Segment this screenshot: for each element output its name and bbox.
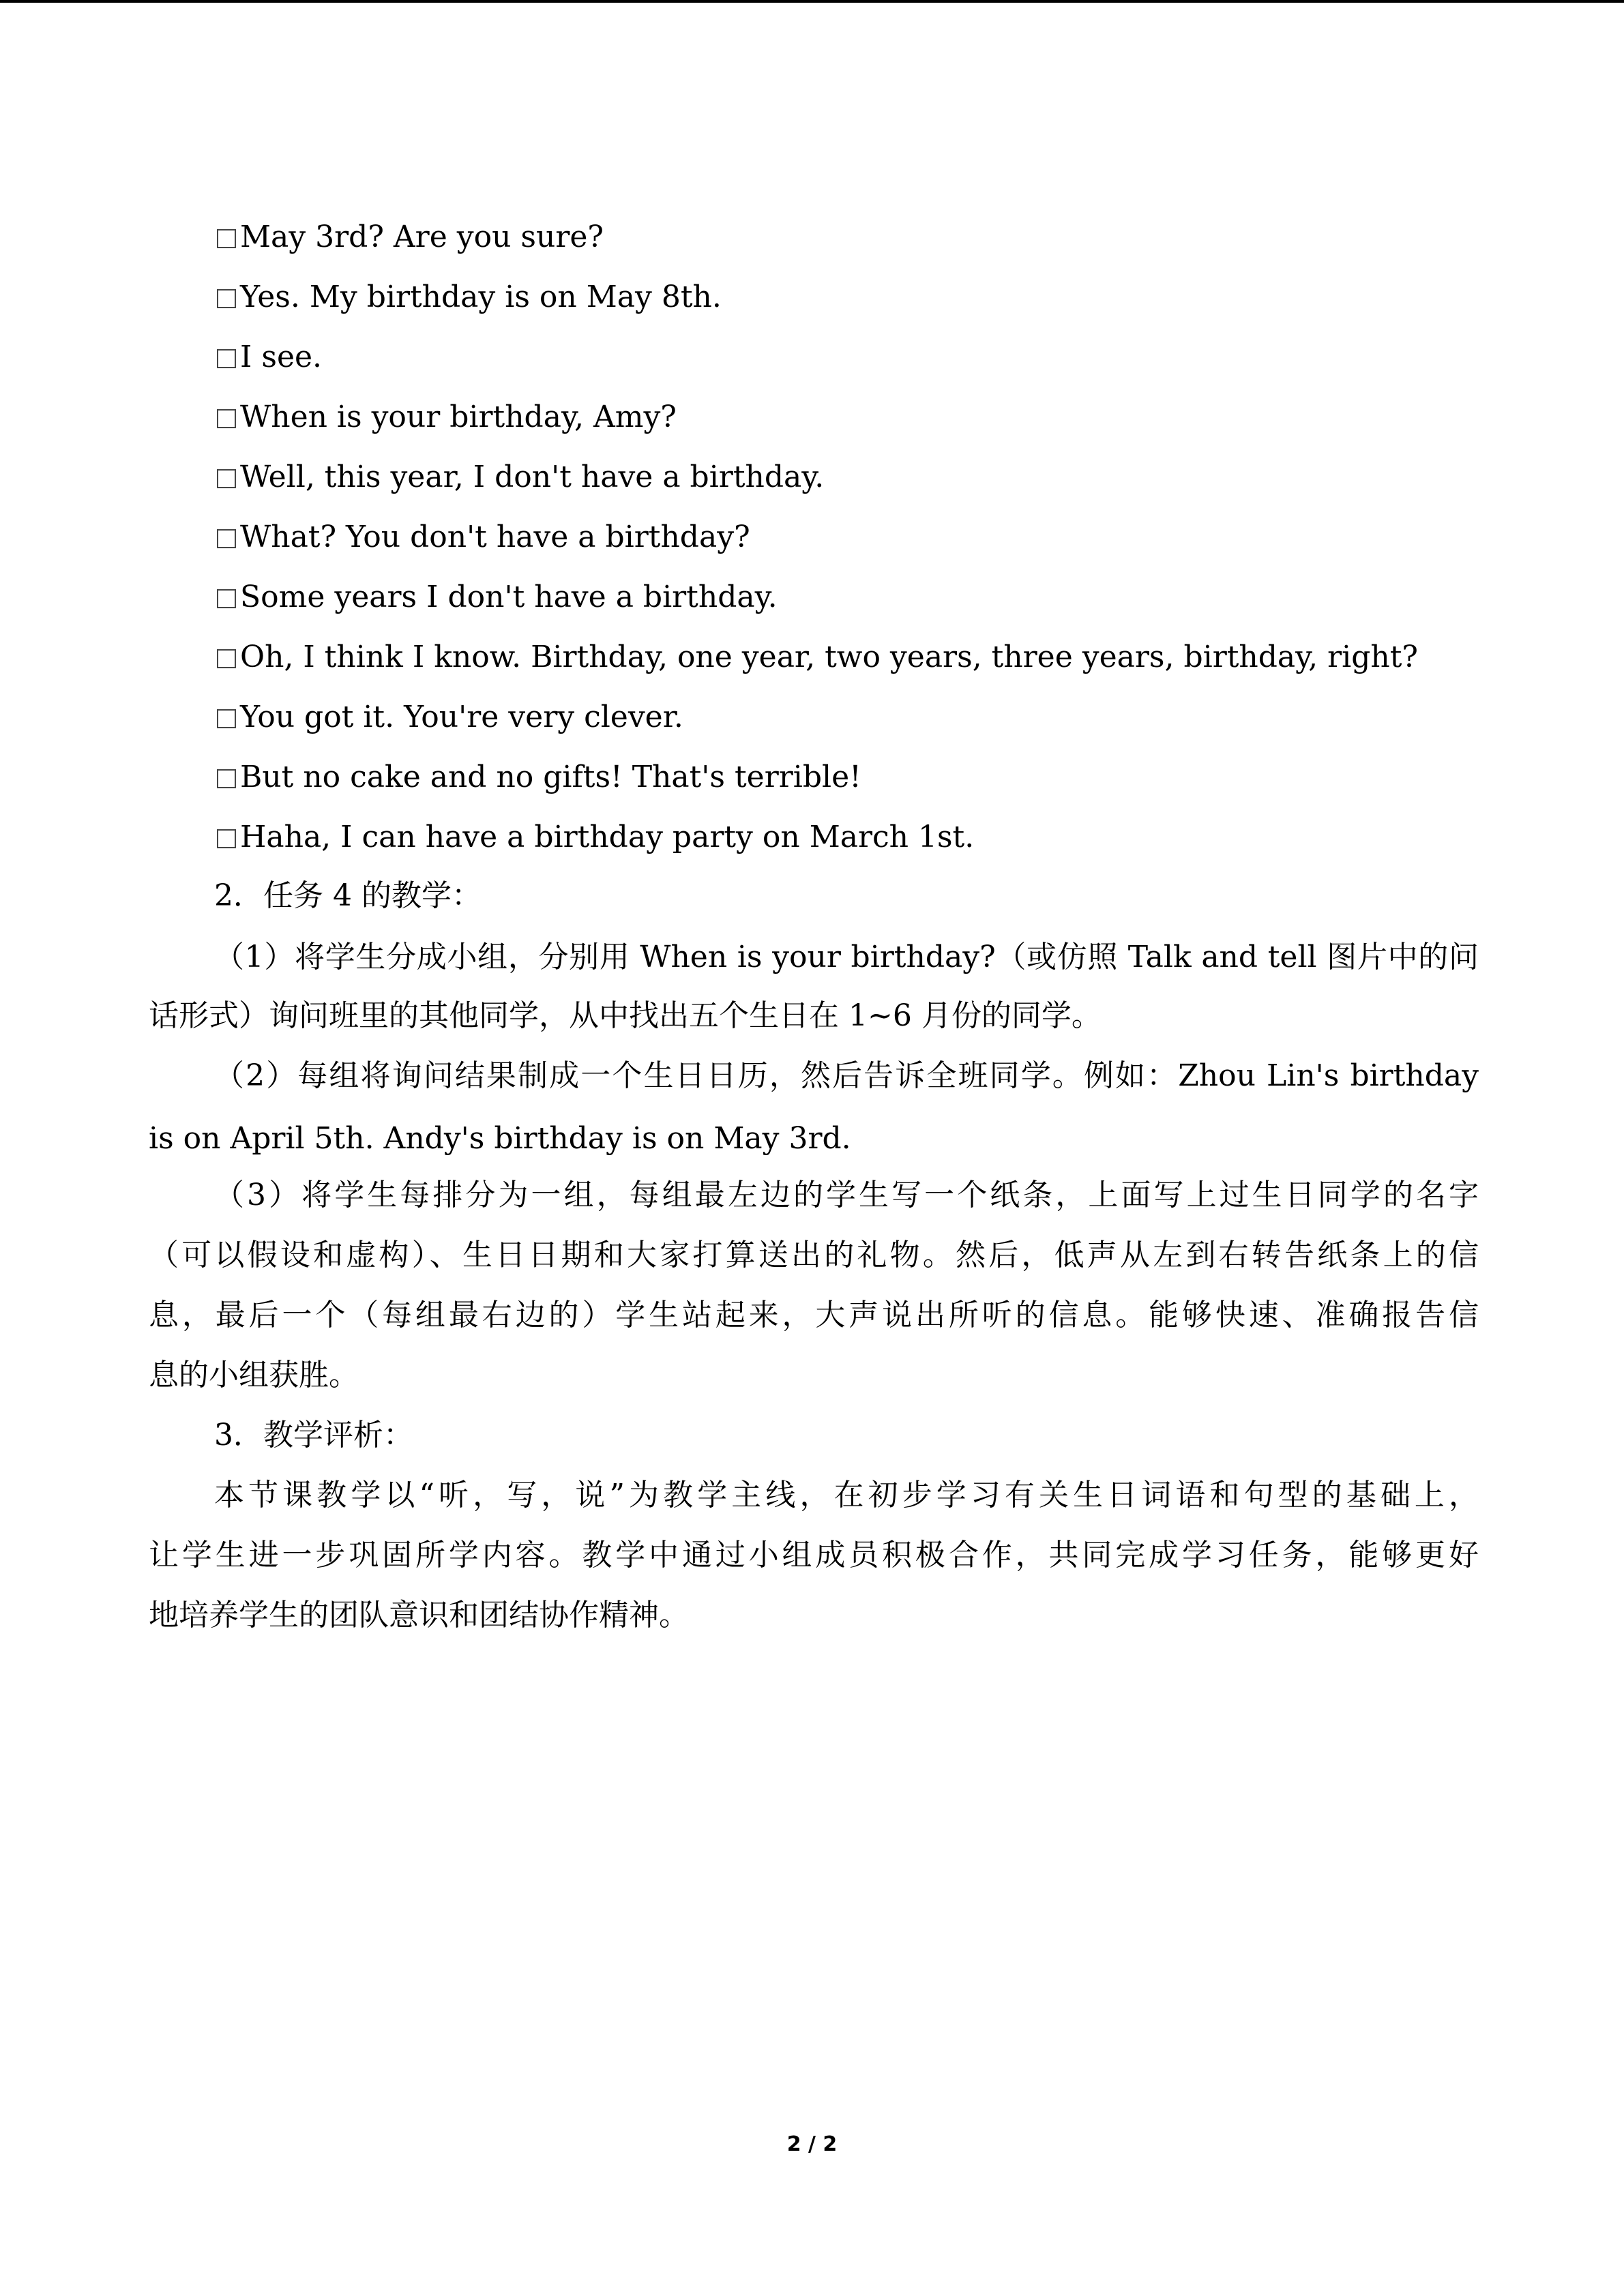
- checkbox-icon: [217, 709, 236, 728]
- dialogue-text: What? You don't have a birthday?: [240, 520, 750, 554]
- checkbox-icon: [217, 349, 236, 368]
- task4-item1-line2: 话形式）询问班里的其他同学，从中找出五个生日在 1~6 月份的同学。: [149, 998, 1102, 1033]
- dialogue-text: You got it. You're very clever.: [240, 700, 683, 734]
- analysis-line1: 本节课教学以“听，写，说”为教学主线，在初步学习有关生日词语和句型的基础上，: [214, 1478, 1479, 1512]
- task4-item3-line4: 息的小组获胜。: [149, 1358, 359, 1392]
- dialogue-text: Haha, I can have a birthday party on March 1st.: [240, 820, 975, 854]
- dialogue-text: May 3rd? Are you sure?: [240, 220, 604, 254]
- dialogue-text: When is your birthday, Amy?: [240, 400, 677, 434]
- dialogue-line: [217, 277, 722, 318]
- analysis-line2: 让学生进一步巩固所学内容。教学中通过小组成员积极合作，共同完成学习任务，能够更好: [149, 1538, 1479, 1572]
- checkbox-icon: [217, 289, 236, 308]
- checkbox-icon: [217, 589, 236, 608]
- dialogue-text: Well, this year, I don't have a birthday.: [240, 460, 825, 494]
- top-border-line: [0, 0, 1624, 3]
- dialogue-line: [217, 697, 683, 738]
- section-heading-task4: 2．任务 4 的教学：: [214, 878, 482, 913]
- checkbox-icon: [217, 769, 236, 788]
- dialogue-text: I see.: [240, 340, 323, 374]
- checkbox-icon: [217, 409, 236, 428]
- task4-item2-line2: is on April 5th. Andy's birthday is on May 3rd.: [149, 1121, 851, 1156]
- checkbox-icon: [217, 649, 236, 668]
- task4-item3-line3: 息，最后一个（每组最右边的）学生站起来，大声说出所听的信息。能够快速、准确报告信: [149, 1298, 1479, 1332]
- page-number: 2 / 2: [786, 2132, 838, 2156]
- dialogue-text: Some years I don't have a birthday.: [240, 580, 778, 614]
- dialogue-line: [217, 517, 750, 558]
- task4-item2-line1: （2）每组将询问结果制成一个生日日历，然后告诉全班同学。例如：Zhou Lin's birthday: [214, 1058, 1479, 1093]
- dialogue-line: [217, 337, 322, 378]
- task4-item1-line1: （1）将学生分成小组，分别用 When is your birthday?（或仿照 Talk and tell 图片中的问: [214, 940, 1479, 974]
- dialogue-text: Yes. My birthday is on May 8th.: [240, 280, 722, 314]
- dialogue-text: Oh, I think I know. Birthday, one year, two years, three years, birthday, right?: [240, 640, 1419, 674]
- dialogue-text: But no cake and no gifts! That's terrible!: [240, 760, 861, 794]
- checkbox-icon: [217, 829, 236, 848]
- dialogue-line: [217, 577, 778, 618]
- dialogue-line: [217, 757, 861, 798]
- checkbox-icon: [217, 229, 236, 248]
- section-heading-analysis: 3．教学评析：: [214, 1418, 413, 1452]
- checkbox-icon: [217, 469, 236, 488]
- checkbox-icon: [217, 529, 236, 548]
- dialogue-line: [217, 817, 974, 858]
- dialogue-line: [217, 217, 604, 258]
- task4-item3-line2: （可以假设和虚构）、生日日期和大家打算送出的礼物。然后，低声从左到右转告纸条上的信: [149, 1238, 1479, 1272]
- analysis-line3: 地培养学生的团队意识和团结协作精神。: [149, 1598, 689, 1632]
- dialogue-line: [217, 637, 1418, 678]
- dialogue-line: [217, 397, 677, 438]
- task4-item3-line1: （3）将学生每排分为一组，每组最左边的学生写一个纸条，上面写上过生日同学的名字: [214, 1178, 1479, 1212]
- dialogue-line: [217, 457, 824, 498]
